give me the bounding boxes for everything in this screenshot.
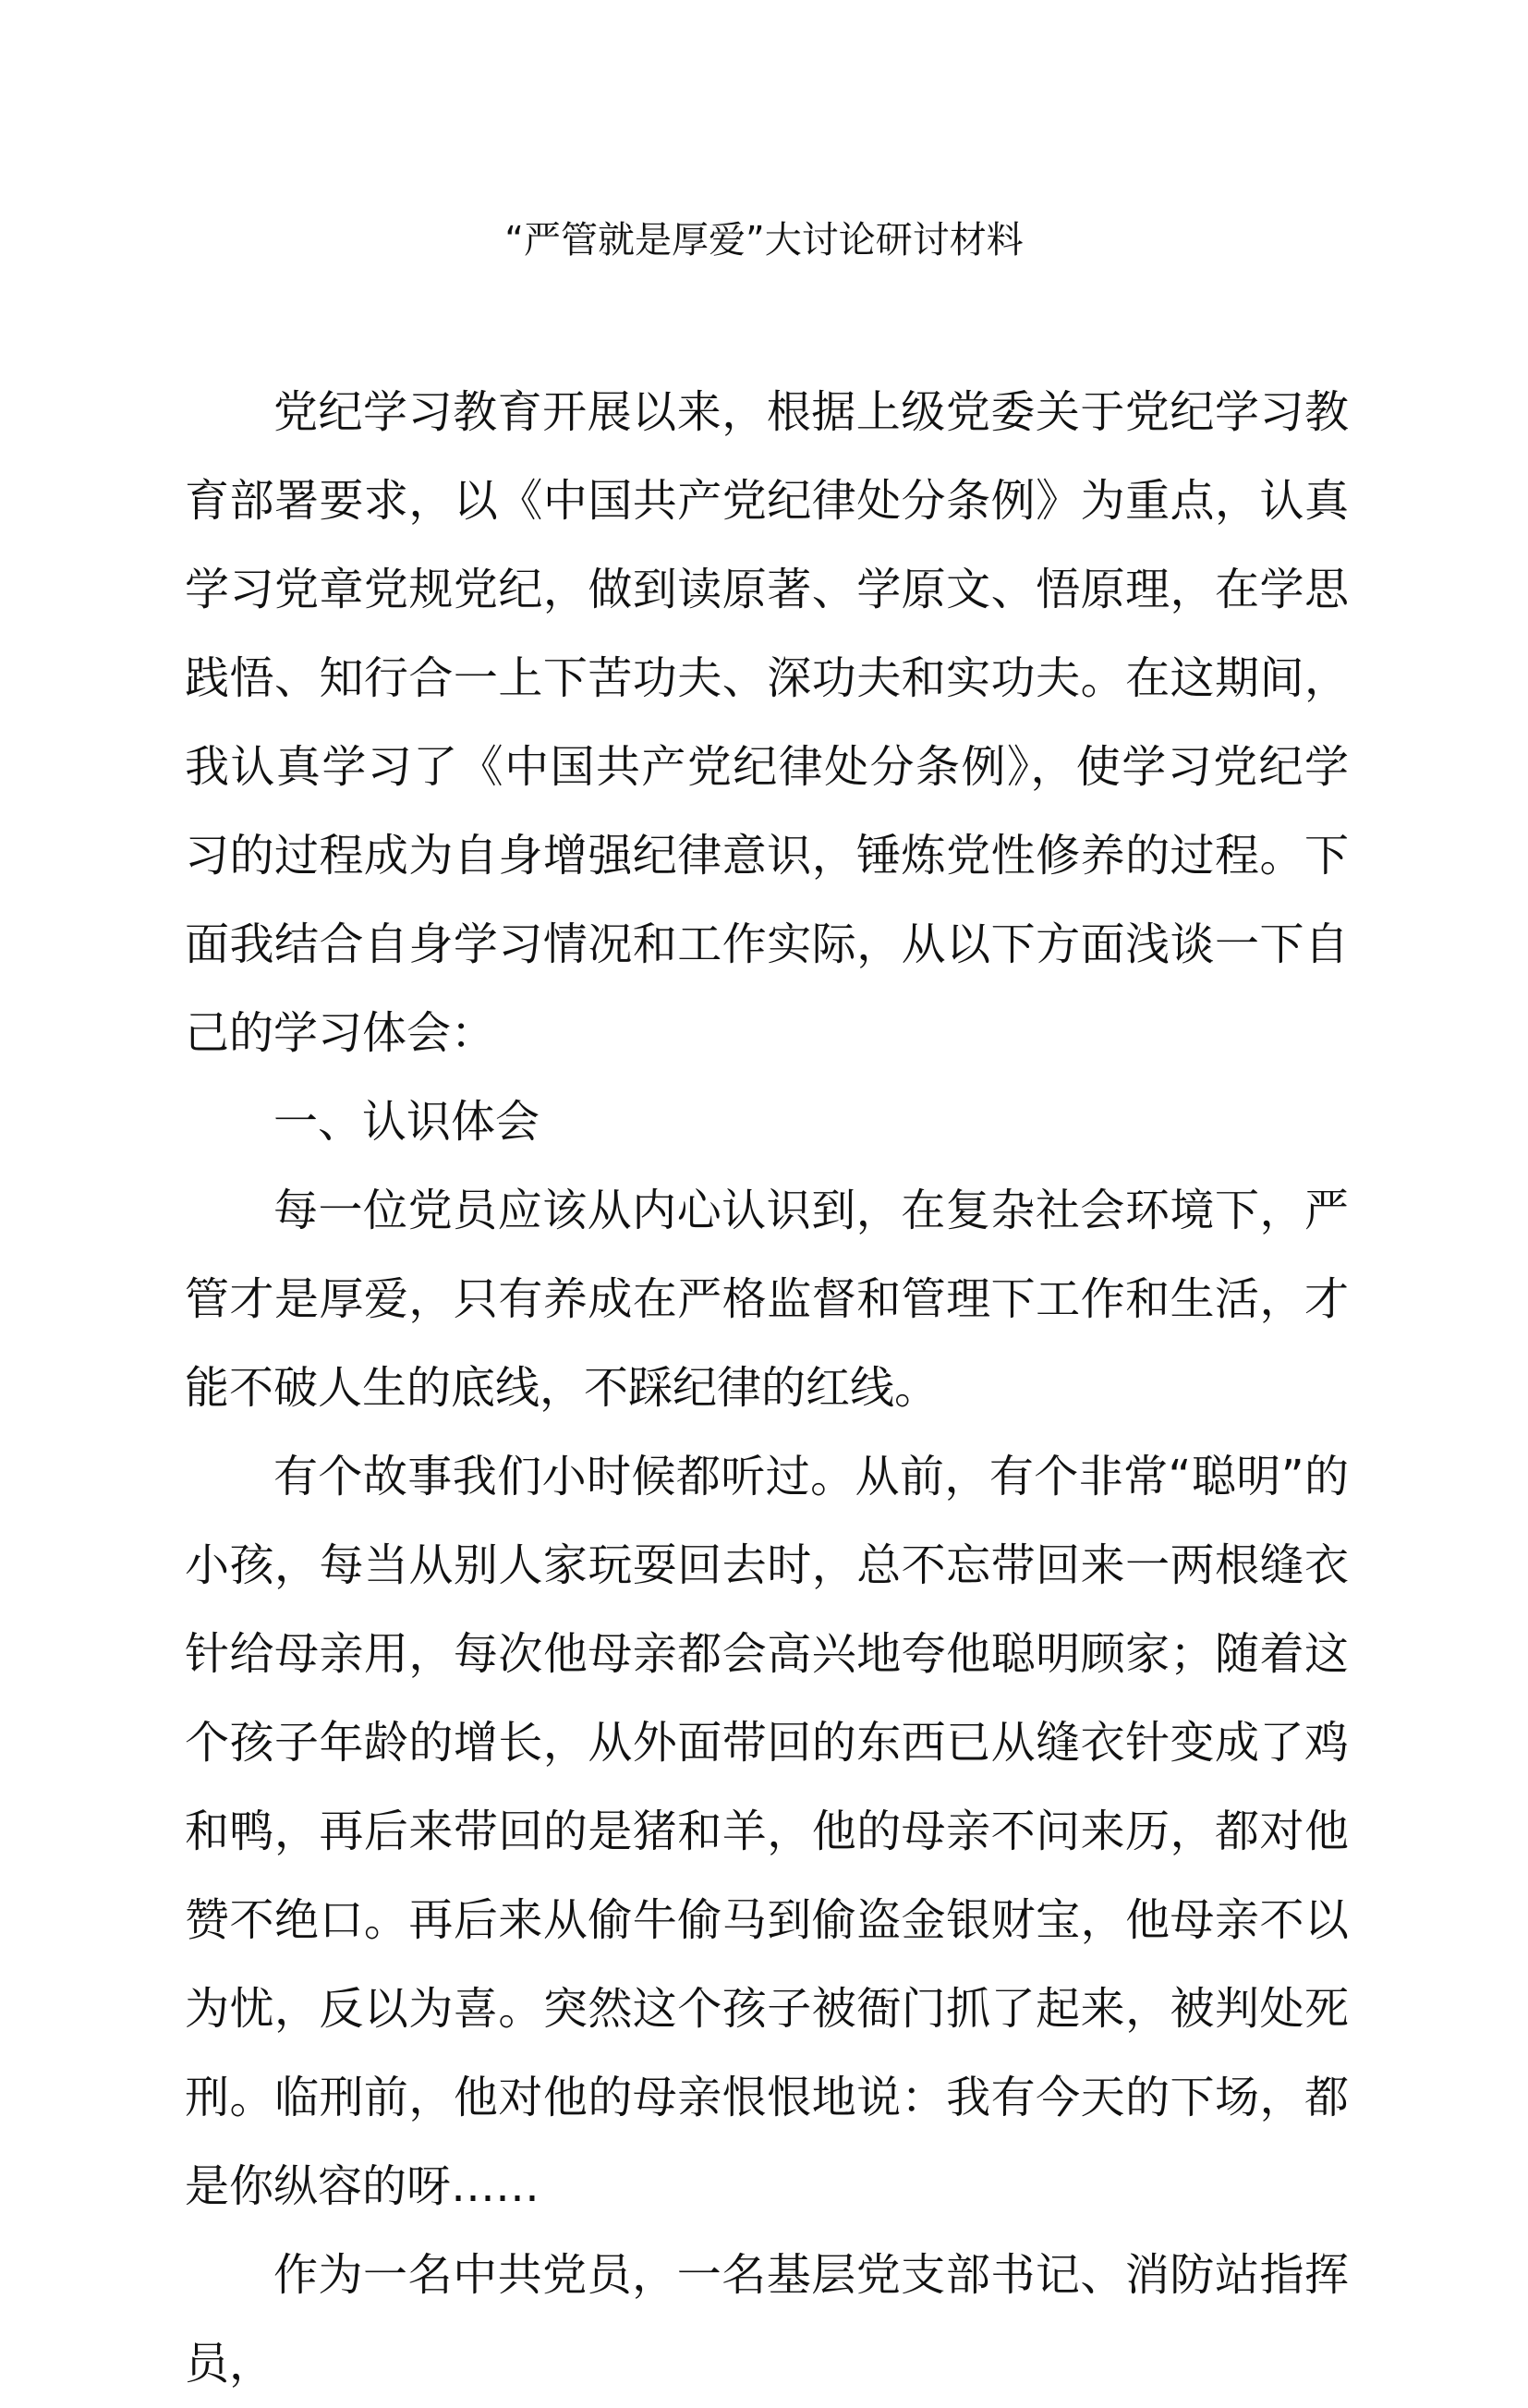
paragraph-intro: 党纪学习教育开展以来，根据上级党委关于党纪学习教育部署要求，以《中国共产党纪律处分条例》为重点，认真学习党章党规党纪，做到读原著、学原文、悟原理，在学思践悟、知行合一上下苦功夫、深功夫和实功夫。在这期间，我认真学习了《中国共产党纪律处分条例》，使学习党纪学习的过程成为自身增强纪律意识，锤炼党性修养的过程。下面我结合自身学习情况和工作实际，从以下方面浅谈一下自己的学习体会： (185, 386, 1349, 1059)
document-title: “严管就是厚爱”大讨论研讨材料 (504, 219, 1024, 261)
paragraph-role: 作为一名中共党员，一名基层党支部书记、消防站指挥员， (185, 2249, 1349, 2390)
paragraph-understanding: 每一位党员应该从内心认识到，在复杂社会环境下，严管才是厚爱，只有养成在严格监督和管理下工作和生活，才能不破人生的底线，不踩纪律的红线。 (185, 1185, 1349, 1414)
document-body (185, 368, 1349, 2408)
section-heading-1: 一、认识体会 (273, 1096, 540, 1148)
paragraph-story: 有个故事我们小时候都听过。从前，有个非常“聪明”的小孩，每当从别人家玩耍回去时，总不忘带回来一两根缝衣针给母亲用，每次他母亲都会高兴地夸他聪明顾家；随着这个孩子年龄的增长，从外面带回的东西已从缝衣针变成了鸡和鸭，再后来带回的是猪和羊，他的母亲不问来历，都对他赞不绝口。再后来从偷牛偷马到偷盗金银财宝，他母亲不以为忧，反以为喜。突然这个孩子被衙门抓了起来，被判处死刑。临刑前，他对他的母亲恨恨地说：我有今天的下场，都是你纵容的呀…… (185, 1451, 1349, 2212)
